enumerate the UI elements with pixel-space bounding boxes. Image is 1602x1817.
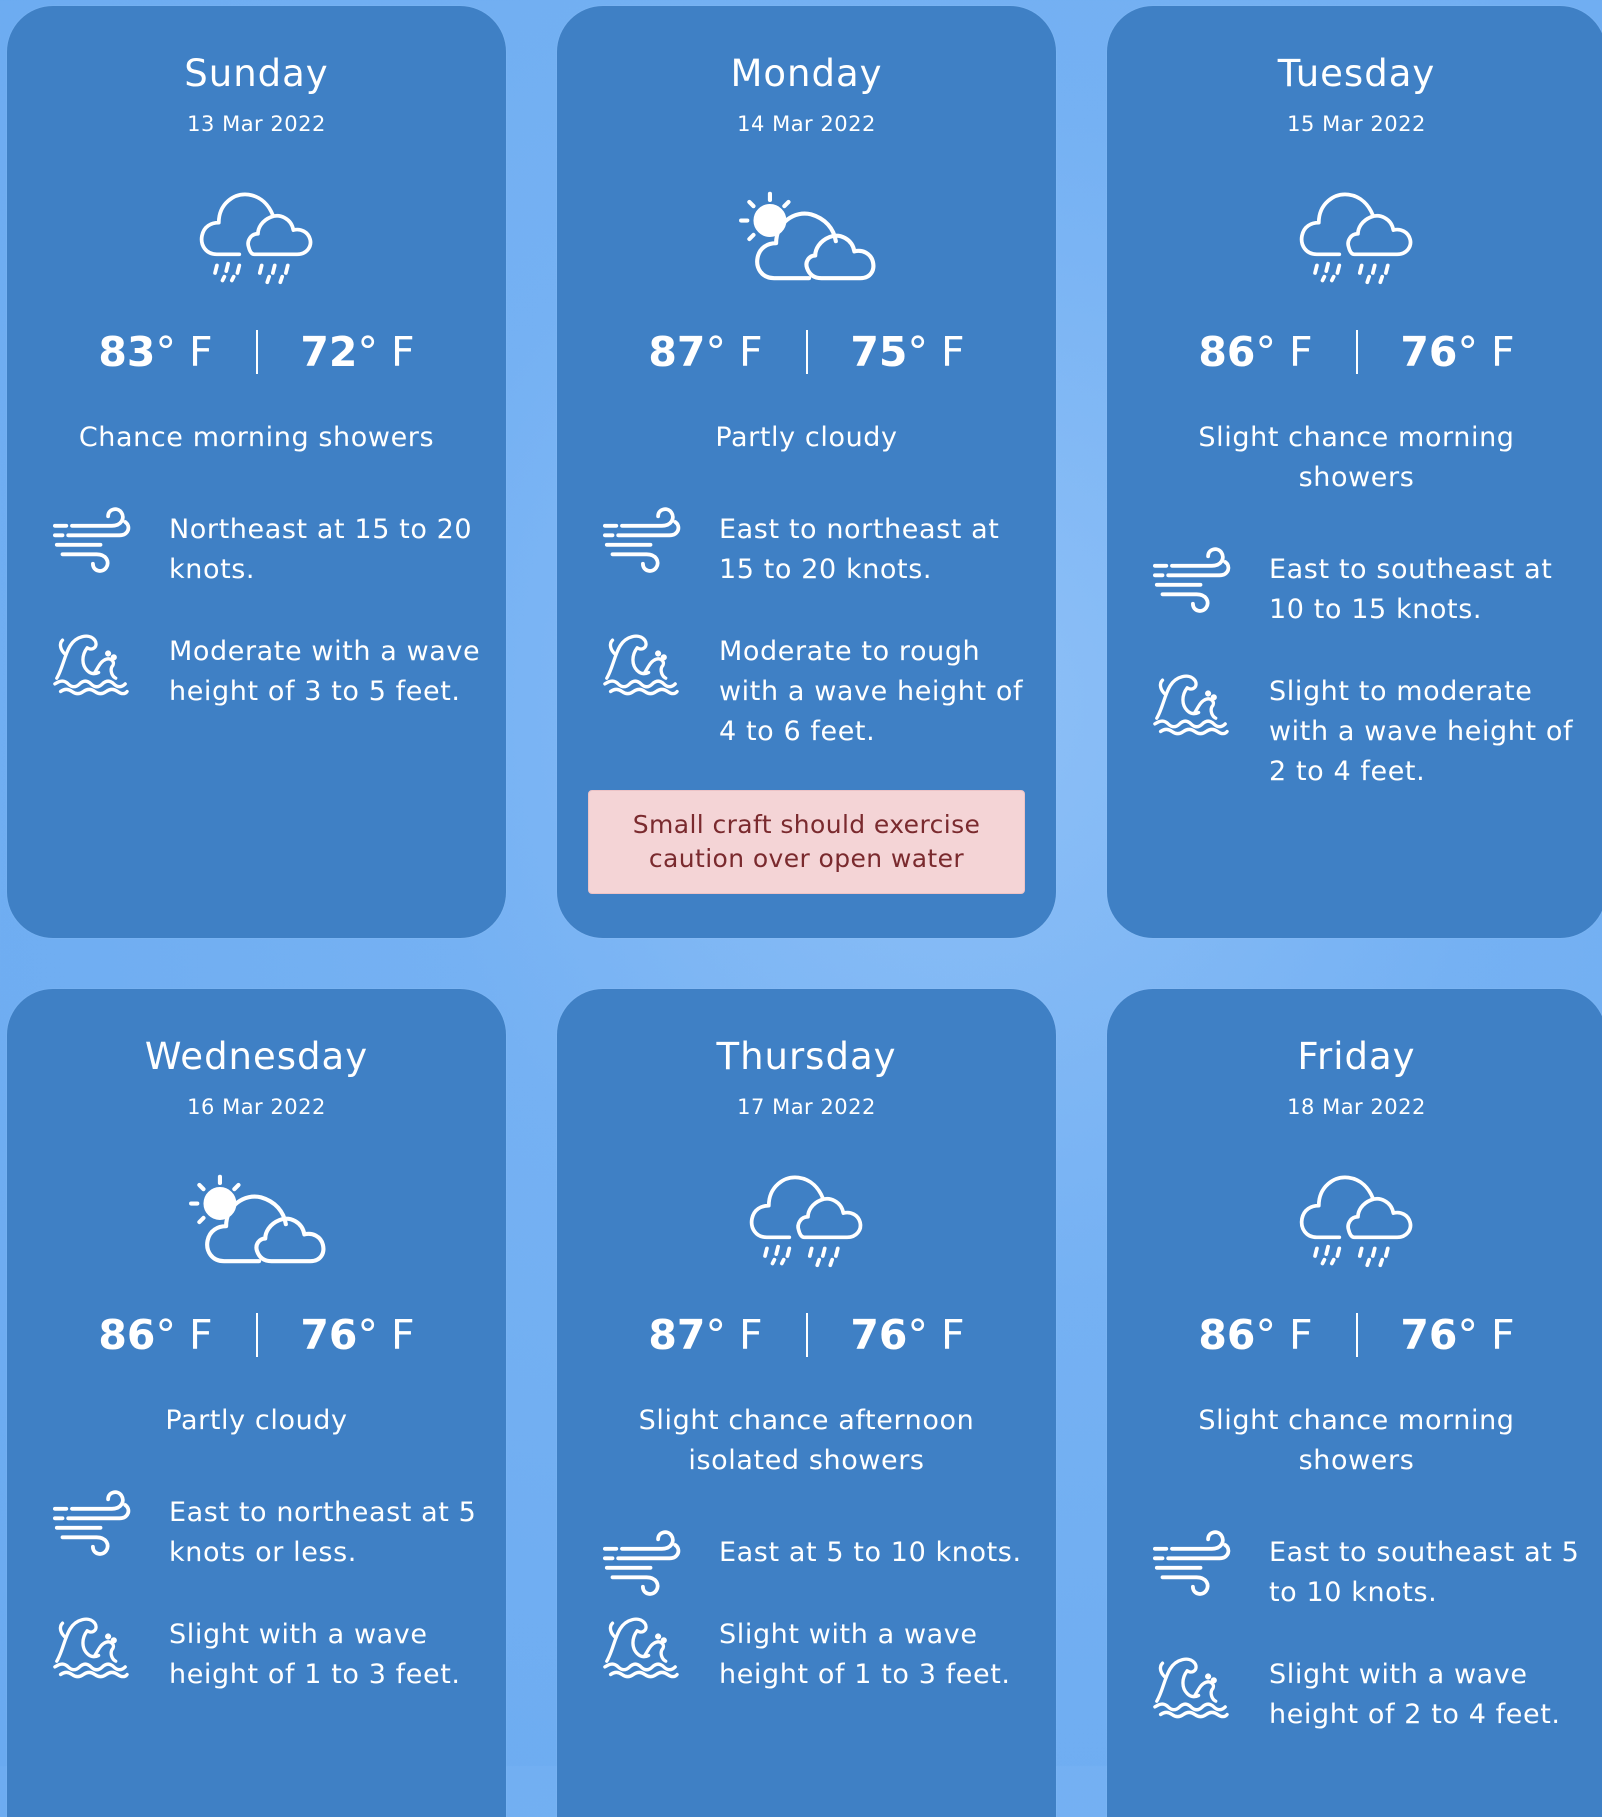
wave-icon (1153, 1653, 1229, 1719)
high-temp: 87° F (648, 328, 763, 376)
wind-text: East to northeast at 5 knots or less. (169, 1497, 477, 1568)
wind-icon (53, 1491, 129, 1557)
wave-text: Moderate with a wave height of 3 to 5 feet. (169, 636, 481, 707)
wave-info (603, 632, 1036, 752)
low-temp: 75° F (850, 328, 965, 376)
day-name: Monday (730, 52, 883, 95)
wave-info (1153, 1655, 1586, 1735)
wind-info (1153, 550, 1586, 630)
wind-info (53, 510, 486, 590)
wind-info (1153, 1533, 1586, 1613)
condition-text: Slight chance afternoon isolated showers (638, 1405, 975, 1476)
wave-text: Moderate to rough with a wave height of 4 to 6 feet. (719, 636, 1024, 747)
day-name: Friday (1297, 1035, 1416, 1078)
forecast-card-wednesday (7, 989, 506, 1817)
wind-icon (1153, 1531, 1229, 1597)
wave-text: Slight with a wave height of 2 to 4 feet. (1269, 1659, 1561, 1730)
temperature-range (557, 328, 1056, 376)
wave-icon (53, 630, 129, 696)
day-name: Tuesday (1277, 52, 1436, 95)
condition-text: Slight chance morning showers (1198, 1405, 1515, 1476)
condition-text: Partly cloudy (165, 1405, 348, 1436)
wave-icon (603, 1613, 679, 1679)
wave-info (53, 632, 486, 712)
temperature-range (7, 328, 506, 376)
forecast-card-tuesday (1107, 6, 1602, 938)
high-temp: 83° F (98, 328, 213, 376)
wind-icon (603, 508, 679, 574)
rain-cloud-icon (1287, 176, 1427, 286)
day-name: Thursday (716, 1035, 897, 1078)
rain-cloud-icon (187, 176, 327, 286)
forecast-card-friday (1107, 989, 1602, 1817)
wind-text: East to southeast at 10 to 15 knots. (1269, 554, 1553, 625)
forecast-card-thursday (557, 989, 1056, 1817)
day-name: Wednesday (144, 1035, 369, 1078)
low-temp: 76° F (1400, 328, 1515, 376)
high-temp: 86° F (1198, 328, 1313, 376)
wind-icon (53, 508, 129, 574)
temperature-range (1107, 328, 1602, 376)
temperature-range (7, 1311, 506, 1359)
condition-text: Partly cloudy (715, 422, 898, 453)
low-temp: 72° F (300, 328, 415, 376)
wave-info (53, 1615, 486, 1695)
rain-cloud-icon (1287, 1159, 1427, 1269)
small-craft-alert: Small craft should exercise caution over open water (588, 790, 1025, 894)
forecast-card-monday (557, 6, 1056, 938)
wave-text: Slight to moderate with a wave height of 2 to 4 feet. (1269, 676, 1574, 787)
partly-cloudy-icon (737, 182, 877, 292)
rain-cloud-icon (737, 1159, 877, 1269)
day-name: Sunday (184, 52, 329, 95)
partly-cloudy-icon (187, 1165, 327, 1275)
condition-text: Slight chance morning showers (1198, 422, 1515, 493)
high-temp: 86° F (98, 1311, 213, 1359)
low-temp: 76° F (1400, 1311, 1515, 1359)
day-date: 16 Mar 2022 (187, 1095, 326, 1119)
low-temp: 76° F (850, 1311, 965, 1359)
wind-icon (1153, 548, 1229, 614)
high-temp: 86° F (1198, 1311, 1313, 1359)
forecast-card-sunday (7, 6, 506, 938)
wind-info (53, 1493, 486, 1573)
wind-info (603, 1533, 1036, 1597)
wind-text: East to northeast at 15 to 20 knots. (719, 514, 1000, 585)
wind-info (603, 510, 1036, 590)
wind-text: East to southeast at 5 to 10 knots. (1269, 1537, 1580, 1608)
wave-text: Slight with a wave height of 1 to 3 feet. (169, 1619, 461, 1690)
wind-icon (603, 1531, 679, 1597)
forecast-grid (7, 6, 1602, 1817)
high-temp: 87° F (648, 1311, 763, 1359)
wind-text: East at 5 to 10 knots. (719, 1537, 1022, 1568)
wave-icon (1153, 670, 1229, 736)
day-date: 13 Mar 2022 (187, 112, 326, 136)
wave-info (603, 1615, 1036, 1695)
wave-icon (53, 1613, 129, 1679)
day-date: 17 Mar 2022 (737, 1095, 876, 1119)
day-date: 18 Mar 2022 (1287, 1095, 1426, 1119)
low-temp: 76° F (300, 1311, 415, 1359)
day-date: 15 Mar 2022 (1287, 112, 1426, 136)
day-date: 14 Mar 2022 (737, 112, 876, 136)
condition-text: Chance morning showers (78, 422, 435, 453)
temperature-range (1107, 1311, 1602, 1359)
wind-text: Northeast at 15 to 20 knots. (169, 514, 473, 585)
wave-icon (603, 630, 679, 696)
temperature-range (557, 1311, 1056, 1359)
wave-text: Slight with a wave height of 1 to 3 feet. (719, 1619, 1011, 1690)
wave-info (1153, 672, 1586, 792)
